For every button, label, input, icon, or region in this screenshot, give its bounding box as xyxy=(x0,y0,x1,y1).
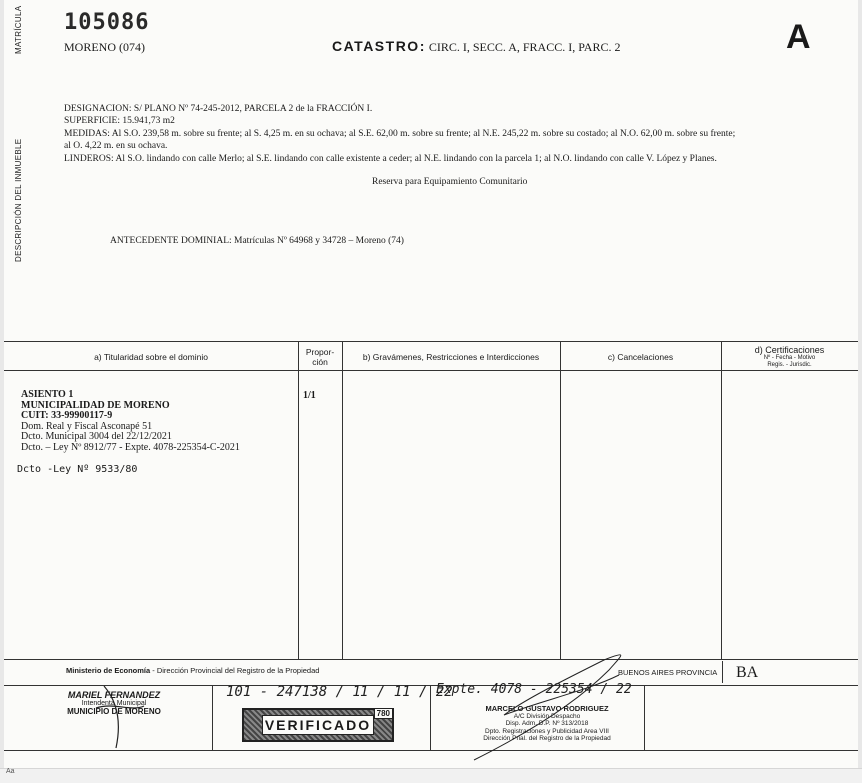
header-certificaciones-sub-2: Regis. - Jurisdic. xyxy=(767,362,812,368)
asiento-decreto-ley: Dcto. – Ley Nº 8912/77 - Expte. 4078-225354-C-2021 xyxy=(21,441,240,453)
handwritten-number: 101 - 247138 / 1 xyxy=(226,684,361,700)
sig-divider-1 xyxy=(212,686,213,750)
proporcion-value: 1/1 xyxy=(303,390,316,401)
col-divider-1 xyxy=(298,341,299,659)
header-proporcion-1: Propor- xyxy=(305,347,335,357)
page-mark: Aa xyxy=(6,768,15,775)
header-proporcion xyxy=(298,343,342,371)
asiento-decreto-ley-2: Dcto -Ley Nº 9533/80 xyxy=(17,464,138,475)
asiento-titular: MUNICIPALIDAD DE MORENO xyxy=(21,399,170,411)
medidas-line-1: MEDIDAS: Al S.O. 239,58 m. sobre su frente; al S. 4,25 m. en su ochava; al S.E. 62,00 m. sobre su frente; al N.E. 245,22 m. sobre su costado; al N.O. 62,00 m. sobre su frente; xyxy=(64,128,736,139)
footer-ministerio-name: Ministerio de Economía xyxy=(66,666,151,675)
header-titularidad: a) Titularidad sobre el dominio xyxy=(94,352,208,362)
matricula-number: 105086 xyxy=(64,10,150,35)
header-cancelaciones: c) Cancelaciones xyxy=(607,352,674,362)
header-certificaciones xyxy=(721,343,858,371)
designacion: DESIGNACION: S/ PLANO Nº 74-245-2012, PARCELA 2 de la FRACCIÓN I. xyxy=(64,104,373,114)
header-certificaciones-sub-1: Nº - Fecha - Motivo xyxy=(763,355,816,361)
page-bottom-strip xyxy=(0,768,862,783)
registry-sheet xyxy=(4,0,858,768)
asiento-cuit: CUIT: 33-99900117-9 xyxy=(21,410,113,422)
reserva: Reserva para Equipamiento Comunitario xyxy=(372,177,528,187)
catastro-label: CATASTRO: xyxy=(332,38,426,54)
signature-marcelo xyxy=(472,705,622,743)
table-top-rule xyxy=(4,341,858,342)
header-certificaciones-title: d) Certificaciones xyxy=(754,345,825,355)
asiento-decreto-municipal: Dcto. Municipal 3004 del 22/12/2021 xyxy=(21,431,172,443)
footer-ministerio xyxy=(66,666,319,675)
linderos: LINDEROS: Al S.O. lindando con calle Merlo; al S.E. lindando con calle existente a ceder; al N.E. lindando con la parcela 1; al N.O. lindando con calle V. López y Planes. xyxy=(64,153,717,164)
sig-divider-3 xyxy=(644,686,645,750)
table-bottom-rule xyxy=(4,659,858,660)
signature-mariel xyxy=(54,690,174,716)
mariel-name: MARIEL FERNANDEZ xyxy=(67,690,161,700)
catastro xyxy=(332,38,620,55)
asiento-title: ASIENTO 1 xyxy=(21,389,74,400)
marcelo-line-1: A/C División Despacho xyxy=(513,712,581,720)
footer-ba: BA xyxy=(736,664,759,681)
asiento-domicilio: Dom. Real y Fiscal Asconapé 51 xyxy=(21,420,153,432)
marcelo-line-4: Dirección Prial. del Registro de la Propiedad xyxy=(483,735,611,743)
mariel-org: MUNICIPIO DE MORENO xyxy=(67,707,161,716)
verificado-text: VERIFICADO xyxy=(262,715,374,735)
footer-direccion: - Dirección Provincial del Registro de la Propiedad xyxy=(150,666,320,675)
matricula-side-label: MATRÍCULA xyxy=(14,5,23,54)
asiento-entry xyxy=(21,390,240,454)
header-proporcion-2: ción xyxy=(312,357,328,367)
marcelo-line-3: Dpto. Registraciones y Publicidad Area VIII xyxy=(485,727,609,735)
signature-bottom-rule xyxy=(4,750,858,751)
handwritten-expte: Expte. 4078 - 225354 / 22 xyxy=(436,682,632,697)
handwritten-date: 1 / 11 / 22 xyxy=(360,684,453,700)
antecedente-dominial: ANTECEDENTE DOMINIAL: Matrículas Nº 64968 y 34728 – Moreno (74) xyxy=(110,236,404,246)
property-description xyxy=(64,103,804,165)
medidas-line-2: al O. 4,22 m. en su ochava. xyxy=(64,141,168,152)
superficie: SUPERFICIE: 15.941,73 m2 xyxy=(64,116,175,127)
col-divider-4 xyxy=(721,341,722,659)
marcelo-name: MARCELO GUSTAVO RODRIGUEZ xyxy=(485,704,609,713)
catastro-value: CIRC. I, SECC. A, FRACC. I, PARC. 2 xyxy=(428,40,621,54)
ba-divider xyxy=(722,661,723,683)
corner-letter: A xyxy=(786,18,811,56)
marcelo-line-2: Disp. Adm. D.P. Nº 313/2018 xyxy=(505,720,589,728)
mariel-cargo: Intendenta Municipal xyxy=(81,700,147,707)
col-divider-2 xyxy=(342,341,343,659)
verificado-stamp xyxy=(242,708,394,742)
footer-provincia: BUENOS AIRES PROVINCIA xyxy=(618,668,718,677)
stamp-number: 780 xyxy=(374,708,393,719)
partido: MORENO (074) xyxy=(64,40,145,54)
descripcion-side-label: DESCRIPCIÓN DEL INMUEBLE xyxy=(14,138,23,262)
col-divider-3 xyxy=(560,341,561,659)
header-gravamenes: b) Gravámenes, Restricciones e Interdicciones xyxy=(362,352,540,362)
